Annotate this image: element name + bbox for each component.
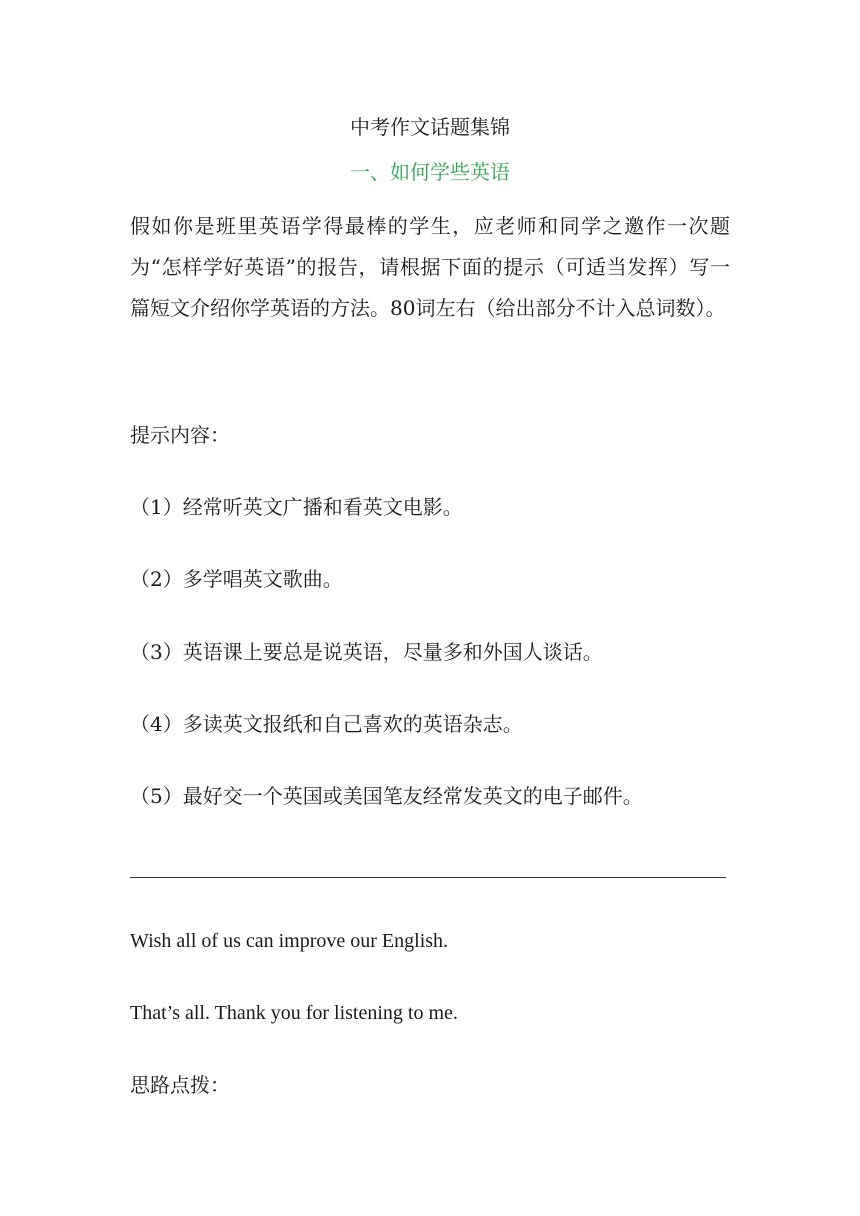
prompt-paragraph: 假如你是班里英语学得最棒的学生，应老师和同学之邀作一次题为“怎样学好英语”的报告，请根据下面的提示（可适当发挥）写一篇短文介绍你学英语的方法。80词左右（给出部分不计入总词数）。 (130, 214, 730, 320)
document-title: 中考作文话题集锦 (350, 115, 510, 139)
analysis-label: 思路点拨： (130, 1073, 230, 1097)
hint-item-3: （3）英语课上要总是说英语，尽量多和外国人谈话。 (130, 640, 603, 664)
writing-line (130, 877, 726, 878)
closing-sentence-2: That’s all. Thank you for listening to me. (130, 1002, 458, 1024)
hints-label: 提示内容： (130, 423, 230, 447)
hint-item-1: （1）经常听英文广播和看英文电影。 (130, 495, 463, 519)
closing-sentence-1: Wish all of us can improve our English. (130, 930, 449, 952)
hint-item-2: （2）多学唱英文歌曲。 (130, 567, 343, 591)
hint-item-5: （5）最好交一个英国或美国笔友经常发英文的电子邮件。 (130, 784, 643, 808)
hint-item-4: （4）多读英文报纸和自己喜欢的英语杂志。 (130, 712, 523, 736)
document-page (130, 0, 730, 1216)
section-heading: 一、如何学些英语 (350, 160, 510, 184)
